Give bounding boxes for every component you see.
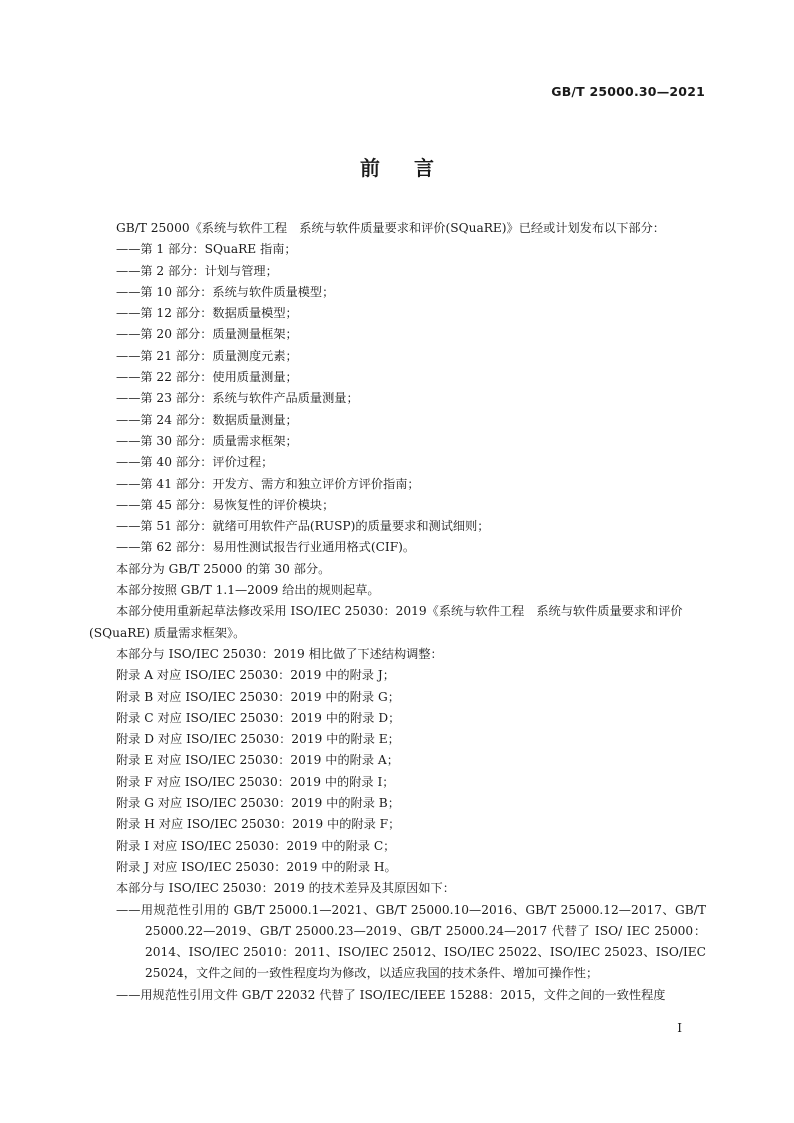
annex-mapping-item: 附录 F 对应 ISO/IEC 25030：2019 中的附录 I；	[116, 774, 395, 789]
part-list-item: ——第 40 部分：评价过程；	[116, 455, 274, 470]
part-list-item: ——第 51 部分：就绪可用软件产品(RUSP)的质量要求和测试细则；	[116, 519, 490, 534]
standard-number: GB/T 25000.30—2021	[551, 84, 705, 99]
part-list-item: ——第 30 部分：质量需求框架；	[116, 433, 298, 448]
differences-intro-paragraph: 本部分与 ISO/IEC 25030：2019 的技术差异及其原因如下：	[116, 881, 455, 896]
part-list-item: ——第 45 部分：易恢复性的评价模块；	[116, 497, 335, 512]
page-title: 前言	[360, 156, 468, 180]
part-list-item: ——第 21 部分：质量测度元素；	[116, 348, 298, 363]
drafting-rule-paragraph: 本部分按照 GB/T 1.1—2009 给出的规则起草。	[116, 583, 380, 598]
adoption-paragraph: 本部分使用重新起草法修改采用 ISO/IEC 25030：2019《系统与软件工程 系统与软件质量要求和评价(SQuaRE) 质量需求框架》。	[89, 604, 683, 640]
part-list-item: ——第 10 部分：系统与软件质量模型；	[116, 284, 335, 299]
annex-mapping-item: 附录 D 对应 ISO/IEC 25030：2019 中的附录 E；	[116, 732, 400, 747]
page-number: I	[677, 1021, 682, 1035]
part-list-item: ——第 23 部分：系统与软件产品质量测量；	[116, 391, 359, 406]
part-list-item: ——第 22 部分：使用质量测量；	[116, 370, 298, 385]
difference-item: ——用规范性引用的 GB/T 25000.1—2021、GB/T 25000.10—2016、GB/T 25000.12—2017、GB/T 25000.22—2019、GB/T 25000.23—2019、GB/T 25000.24—2017 代替了 ISO/ IEC 25000：2014、ISO/IEC 25010：2011、ISO/IEC 25012、ISO/IEC 25022、ISO/IEC 25023、ISO/IEC 25024，文件之间的一致性程度均为修改，以适应我国的技术条件、增加可操作性；	[116, 902, 706, 981]
part-list-item: ——第 41 部分：开发方、需方和独立评价方评价指南；	[116, 476, 420, 491]
foreword-body	[89, 218, 706, 1006]
part-list-item: ——第 20 部分：质量测量框架；	[116, 327, 298, 342]
annex-mapping-item: 附录 I 对应 ISO/IEC 25030：2019 中的附录 C；	[116, 838, 396, 853]
annex-mapping-item: 附录 C 对应 ISO/IEC 25030：2019 中的附录 D；	[116, 710, 401, 725]
annex-mapping-item: 附录 J 对应 ISO/IEC 25030：2019 中的附录 H。	[116, 859, 397, 874]
annex-mapping-item: 附录 E 对应 ISO/IEC 25030：2019 中的附录 A；	[116, 753, 399, 768]
series-intro-paragraph: GB/T 25000《系统与软件工程 系统与软件质量要求和评价(SQuaRE)》已经或计划发布以下部分：	[116, 221, 665, 235]
structure-intro-paragraph: 本部分与 ISO/IEC 25030：2019 相比做了下述结构调整：	[116, 646, 443, 661]
annex-mapping-item: 附录 A 对应 ISO/IEC 25030：2019 中的附录 J；	[116, 668, 395, 683]
part-list-item: ——第 24 部分：数据质量测量；	[116, 412, 298, 427]
annex-mapping-item: 附录 H 对应 ISO/IEC 25030：2019 中的附录 F；	[116, 817, 401, 832]
part-list-item: ——第 62 部分：易用性测试报告行业通用格式(CIF)。	[116, 540, 416, 555]
part-list-item: ——第 1 部分：SQuaRE 指南；	[116, 242, 297, 257]
part-list-item: ——第 2 部分：计划与管理；	[116, 263, 278, 278]
annex-mapping-item: 附录 G 对应 ISO/IEC 25030：2019 中的附录 B；	[116, 796, 400, 811]
difference-item: ——用规范性引用文件 GB/T 22032 代替了 ISO/IEC/IEEE 15288：2015，文件之间的一致性程度	[116, 987, 666, 1002]
part-statement-paragraph: 本部分为 GB/T 25000 的第 30 部分。	[116, 561, 331, 576]
part-list-item: ——第 12 部分：数据质量模型；	[116, 306, 298, 321]
annex-mapping-item: 附录 B 对应 ISO/IEC 25030：2019 中的附录 G；	[116, 689, 400, 704]
